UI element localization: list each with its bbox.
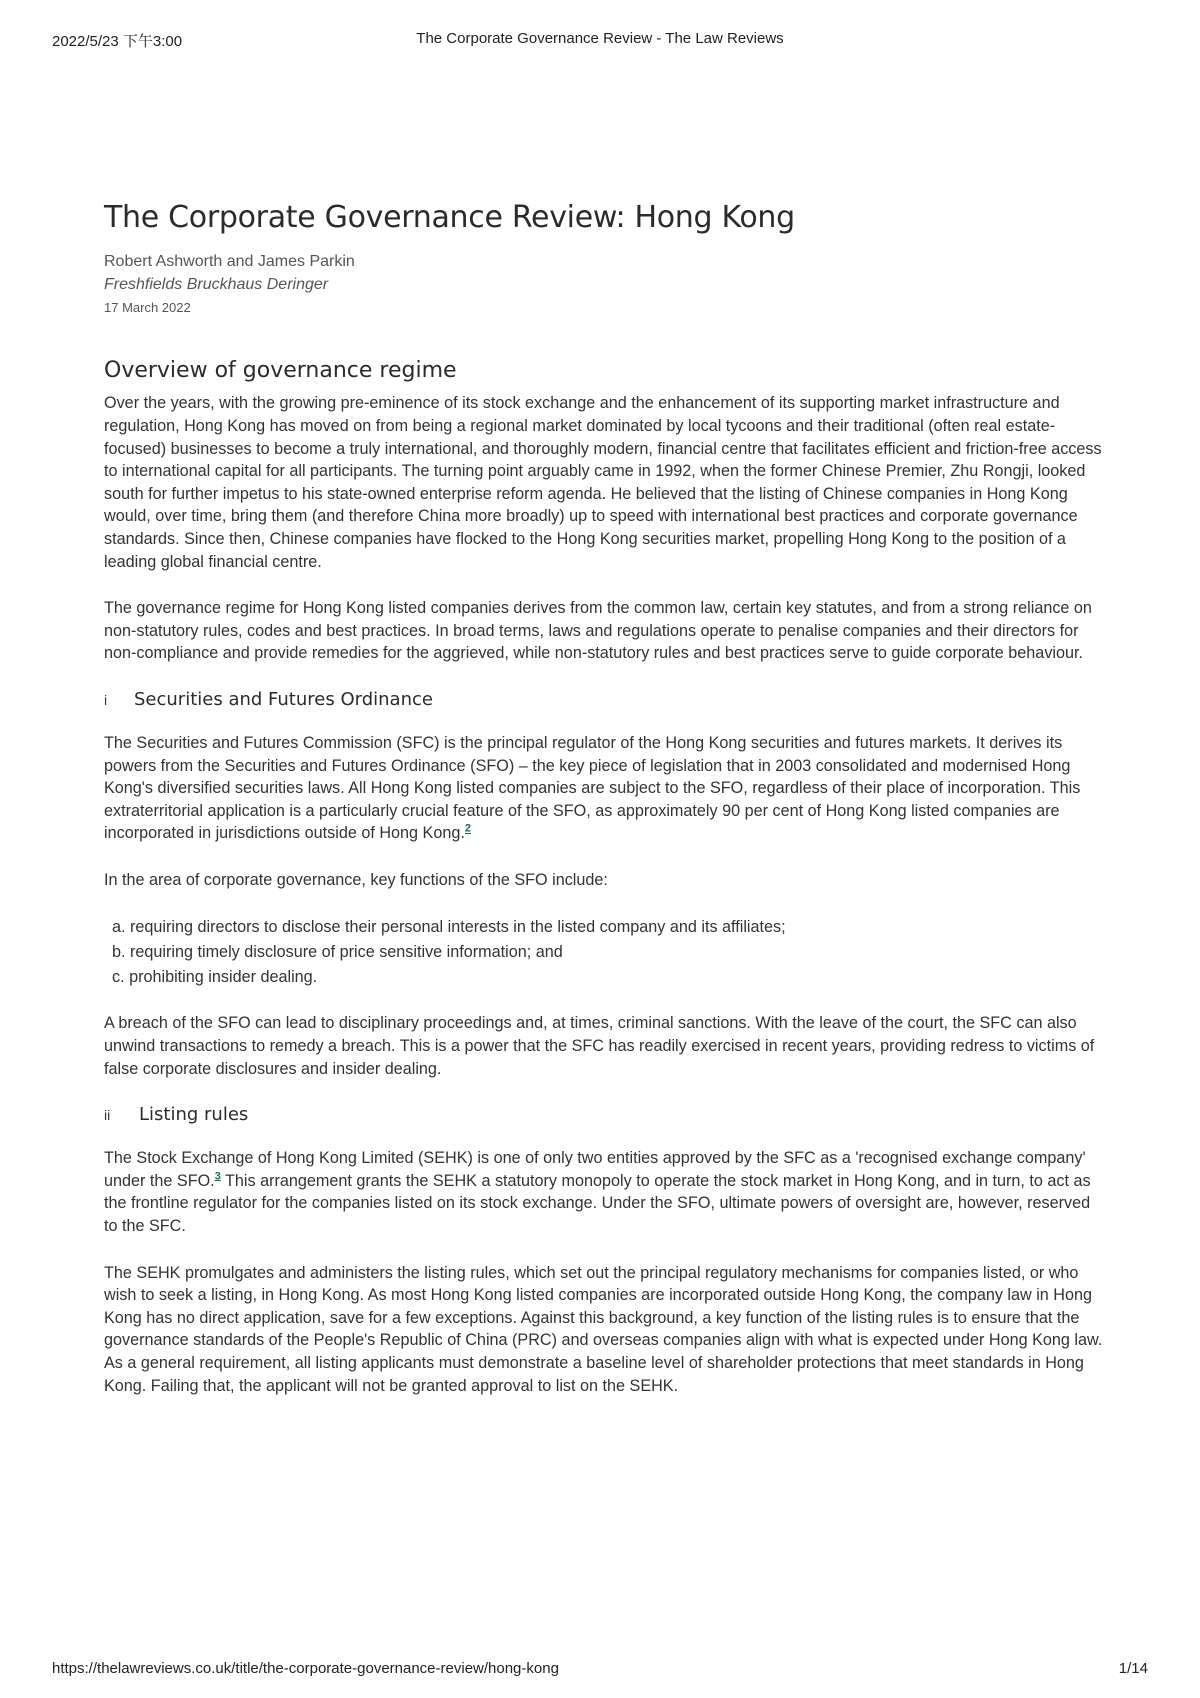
subheading-sfo	[104, 689, 1104, 710]
print-date: 2022/5/23 下午3:00	[52, 33, 183, 50]
section-heading-overview: Overview of governance regime	[104, 358, 457, 383]
subheading-number: i	[104, 691, 108, 708]
subheading-listing-rules	[104, 1104, 1104, 1125]
print-page-title: The Corporate Governance Review - The Law Reviews	[416, 30, 784, 47]
print-header	[0, 30, 1200, 52]
article-authors: Robert Ashworth and James Parkin	[104, 253, 355, 270]
subheading-label: Listing rules	[139, 1104, 249, 1126]
subheading-label: Securities and Futures Ordinance	[134, 688, 433, 710]
sfo-functions-list	[104, 915, 1104, 990]
article-firm: Freshfields Bruckhaus Deringer	[104, 276, 329, 293]
overview-paragraph-2: The governance regime for Hong Kong listed companies derives from the common law, certain key statutes, and from a strong reliance on non-statutory rules, codes and best practices. In broad terms, laws and regulations operate to penalise companies and their directors for non-compliance and provide remedies for the aggrieved, while non-statutory rules and best practices serve to guide corporate behaviour.	[104, 599, 1092, 663]
listing-rules-paragraph-1-start: The Stock Exchange of Hong Kong Limited (SEHK) is one of only two entities approved by the SFC as a 'recognised exchange company' under the SFO.	[104, 1149, 1086, 1190]
sfo-paragraph-1	[104, 732, 1104, 845]
footnote-link-2[interactable]: 2	[464, 822, 471, 835]
overview-paragraph-1: Over the years, with the growing pre-eminence of its stock exchange and the enhancement of its supporting market infrastructure and regulation, Hong Kong has moved on from being a regional market dominated by local tycoons and their traditional (often real estate-focused) businesses to become a truly international, and thoroughly modern, financial centre that facilitates efficient and friction-free access to international capital for all participants. The turning point arguably came in 1992, when the former Chinese Premier, Zhu Rongji, looked south for further impetus to his state-owned enterprise reform agenda. He believed that the listing of Chinese companies in Hong Kong would, over time, bring them (and therefore China more broadly) up to speed with international best practices and corporate governance standards. Since then, Chinese companies have flocked to the Hong Kong securities market, propelling Hong Kong to the position of a leading global financial centre.	[104, 394, 1102, 571]
list-item: a. requiring directors to disclose their personal interests in the listed company and its affiliates;	[112, 918, 786, 937]
sfo-paragraph-3: A breach of the SFO can lead to disciplinary proceedings and, at times, criminal sanctions. With the leave of the court, the SFC can also unwind transactions to remedy a breach. This is a power that the SFC has readily exercised in recent years, providing redress to victims of false corporate disclosures and insider dealing.	[104, 1014, 1095, 1078]
sfo-paragraph-1-text: The Securities and Futures Commission (SFC) is the principal regulator of the Hong Kong securities and futures markets. It derives its powers from the Securities and Futures Ordinance (SFO) – the key piece of legislation that in 2003 consolidated and modernised Hong Kong's diversified securities laws. All Hong Kong listed companies are subject to the SFO, regardless of their place of incorporation. This extraterritorial application is a particularly crucial feature of the SFO, as approximately 90 per cent of Hong Kong listed companies are incorporated in jurisdictions outside of Hong Kong.	[104, 733, 1081, 843]
article-date: 17 March 2022	[104, 300, 191, 315]
list-item: b. requiring timely disclosure of price sensitive information; and	[112, 943, 563, 962]
print-url: https://thelawreviews.co.uk/title/the-corporate-governance-review/hong-kong	[52, 1660, 559, 1677]
print-footer	[0, 1660, 1200, 1682]
listing-rules-paragraph-2: The SEHK promulgates and administers the listing rules, which set out the principal regulatory mechanisms for companies listed, or who wish to seek a listing, in Hong Kong. As most Hong Kong listed companies are incorporated outside Hong Kong, the company law in Hong Kong has no direct application, save for a few exceptions. Against this background, a key function of the listing rules is to ensure that the governance standards of the People's Republic of China (PRC) and overseas companies align with what is expected under Hong Kong law. As a general requirement, all listing applicants must demonstrate a baseline level of shareholder protections that meet standards in Hong Kong. Failing that, the applicant will not be granted approval to list on the SEHK.	[104, 1263, 1103, 1395]
article	[104, 200, 1104, 1421]
subheading-number: ii	[104, 1107, 111, 1124]
footnote-link-3[interactable]: 3	[214, 1170, 221, 1183]
article-title: The Corporate Governance Review: Hong Kong	[104, 200, 795, 235]
print-page-number: 1/14	[1118, 1660, 1148, 1677]
listing-rules-paragraph-1-end: This arrangement grants the SEHK a statutory monopoly to operate the stock market in Hong Kong, and in turn, to act as the frontline regulator for the companies listed on its stock exchange. Under the SFO, ultimate powers of oversight are, however, reserved to the SFC.	[104, 1171, 1091, 1236]
listing-rules-paragraph-1	[104, 1147, 1104, 1237]
sfo-paragraph-2: In the area of corporate governance, key functions of the SFO include:	[104, 870, 608, 889]
list-item: c. prohibiting insider dealing.	[112, 968, 318, 987]
